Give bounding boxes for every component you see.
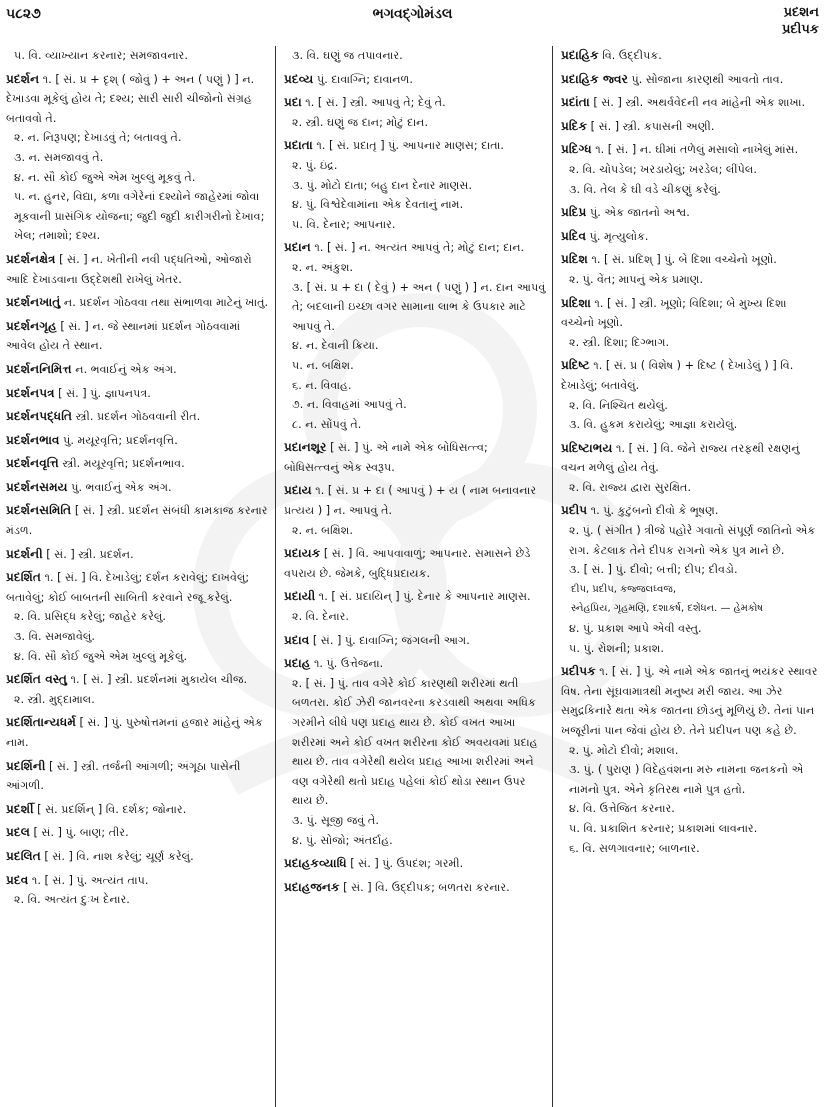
entry-definition-line [6, 847, 269, 867]
sub-sense: ૩. [ સં. પ્ર + દા ( દેવું ) + અન ( પણું ) ] ન. દાન આપવું તે; બદલાની ઇચ્છા વગર સામાના લાભ કે ઉપકાર માટે આપવું તે. [292, 280, 546, 333]
headword: પ્રદર્શનસમિતિ [6, 503, 72, 518]
sub-sense: ૨. પું. વેંત; માપનું એક પ્રમાણ. [569, 272, 704, 286]
dictionary-entry [284, 587, 546, 626]
definition-text: [ સં. ] સ્ત્રી. અથર્વવેદની નવ માંહેની એક શાખા. [593, 96, 806, 110]
dictionary-entry [6, 545, 269, 565]
headword: પ્રદાંતા [561, 95, 590, 110]
entry-definition-line [561, 356, 819, 395]
entry-definition-line [284, 438, 546, 477]
definition-text: ૧. [ સં. ] પું. અત્યંત તાપ. [31, 873, 149, 887]
sub-sense: ૪. ન. સૌ કોઈ જુએ એમ ખુલ્લું મૂકવું તે. [14, 170, 196, 184]
definition-text: ૧. [ સં. પ્રદિશ્ ] પું. બે દિશા વચ્ચેનો ખૂણો. [591, 253, 777, 267]
headword: પ્રદર્શનગૃહ [6, 318, 57, 333]
headword: પ્રદિષ્ટાભય [561, 440, 613, 455]
headword: પ્રદાતા [284, 138, 313, 153]
headword: પ્રદર્શનભાવ [6, 432, 60, 447]
sub-sense: ૪. પું. સોજો; અંતર્દાહ. [292, 833, 393, 847]
entry-definition-line [561, 662, 819, 740]
sub-sense: ૨. પું. ( સંગીત ) ત્રીજે પહોરે ગવાતો સંપૂર્ણ જાતિનો એક રાગ. કેટલાક તેને દીપક રાગનો એક પુત્ર માને છે. [569, 524, 816, 557]
dictionary-entry [6, 317, 269, 356]
dictionary-entry [6, 70, 269, 246]
headword: પ્રદલ [6, 825, 30, 840]
sub-sense: ૩. પું. મોટો દાતા; બહુ દાન દેનાર માણસ. [292, 178, 473, 192]
sub-sense: ૪. પું. પ્રકાશ આપે એવી વસ્તુ. [569, 622, 702, 636]
dictionary-entry [6, 46, 269, 66]
entry-definition-line [6, 871, 269, 891]
headword: પ્રદર્શિત [6, 570, 41, 585]
definition-text: ૧. [ સં. ] સ્ત્રી. આપવું તે; દેવું તે. [305, 96, 446, 110]
sub-sense: ૩. વિ. તેલ કે ઘી વડે ચીકણું કરેલું. [569, 182, 721, 196]
entry-definition-line [6, 293, 269, 313]
definition-text: [ સં. ] પું. એ નામે એક બોધિસત્ત્વ; બોધિસત્ત્વનું એક સ્વરૂપ. [284, 441, 488, 474]
dictionary-entry [561, 227, 819, 247]
headword: પ્રદવ્ય [284, 71, 314, 86]
entry-definition-line [561, 203, 819, 223]
headword: પ્રદિક [561, 118, 588, 133]
column-1 [0, 46, 276, 1107]
headword: પ્રદર્શિતાન્યધર્મ [6, 715, 76, 730]
sub-sense: ૭. ન. વિવાહમાં આપવું તે. [292, 398, 407, 412]
sub-sense: ૬. વિ. સળગાવનાર; બાળનાર. [569, 841, 700, 855]
headword: પ્રદાય [284, 483, 312, 498]
definition-text: ૧. [ સં. પ્રદાયિન્ ] પું. દેનાર કે આપનાર માણસ. [318, 590, 531, 604]
definition-text: [ સં. ] પું. બાણ; તીર. [33, 826, 129, 840]
headword: પ્રદર્શનક્ષેત્ર [6, 251, 56, 266]
dictionary-entry [284, 544, 546, 583]
entry-definition-line [6, 384, 269, 404]
dictionary-entry [6, 293, 269, 313]
definition-text: [ સં. ] સ્ત્રી. પ્રદર્શન સંબંધી કામકાજ કરનાર મંડળ. [6, 504, 268, 538]
dictionary-entry [561, 662, 819, 858]
entry-definition-line [284, 544, 546, 583]
dictionary-entry [6, 384, 269, 404]
definition-text: [ સં. પ્રદર્શિન્ ] વિ. દર્શક; જોનાર. [37, 802, 187, 816]
sub-sense: ૨. ન. નિરૂપણ; દેખાડવું તે; બતાવવું તે. [14, 131, 182, 145]
headword: પ્રદર્શનખાતું [6, 295, 61, 310]
headword: પ્રદિશા [561, 295, 591, 310]
entry-definition-line [284, 878, 546, 898]
dictionary-entry [6, 871, 269, 910]
entry-definition-line [561, 227, 819, 247]
dictionary-entry [6, 568, 269, 666]
dictionary-entry [6, 478, 269, 498]
entry-definition-line [6, 501, 269, 540]
book-title: ભગવદ્ગોમંડલ [372, 6, 453, 22]
headword: પ્રદર્શનવૃત્તિ [6, 456, 59, 471]
entry-definition-line [561, 70, 819, 90]
dictionary-entry [284, 93, 546, 132]
headword: પ્રદર્શિત વસ્તુ [6, 672, 67, 687]
sub-sense: ૫. પું. રોશની; પ્રકાશ. [569, 641, 664, 655]
definition-text: ૧. [ સં. ] ન. અત્યંત આપવું તે; મોટું દાન; દાન. [314, 241, 525, 255]
entry-definition-line [284, 481, 546, 520]
entry-definition-line [6, 800, 269, 820]
definition-text: ન. ભવાઈનું એક અંગ. [75, 362, 177, 376]
definition-text: પું. મયૂરવૃત્તિ; પ્રદર્શનવૃત્તિ. [63, 433, 178, 447]
dictionary-entry [561, 70, 819, 90]
sub-sense: ૪. ન. દેવાની ક્રિયા. [292, 339, 379, 353]
sub-sense: ૨. પું. ઇંદ્ર. [292, 158, 338, 172]
entry-definition-line [284, 238, 546, 258]
dictionary-entry [561, 501, 819, 658]
sub-sense: ૨. [ સં. ] પું. તાવ વગેરે કોઈ કારણથી શરીરમાં થતી બળતરા. કોઈ ઝેરી જાનવરના કરડવાથી અથવા અધિક ગરમીને લીધે પણ પ્રદાહ થાય છે. કોઈ વખત આખા શરીરમાં અને કોઈ વખત શરીરના કોઈ અવયવમાં પ્રદાહ થાય છે. તાવ વગેરેથી થયેલ પ્રદાહ આખા શરીરમાં અને વણ વગેરેથી થતો પ્રદાહ પહેલાં કોઈ થોડા સ્થાન ઉપર થાય છે. [292, 676, 538, 808]
sub-sense: ૫. વિ. દેનાર; આપનાર. [292, 217, 396, 231]
headword: પ્રદાન [284, 240, 311, 255]
dictionary-entry [6, 360, 269, 380]
dictionary-entry [6, 407, 269, 427]
dictionary-columns [0, 46, 825, 1107]
definition-text: [ સં. ] વિ. ઉદ્દીપક; બળતરા કરનાર. [343, 880, 510, 894]
headword: પ્રદાહિક [561, 48, 599, 62]
sub-sense: ૨. વિ. અત્યંત દુઃખ દેનાર. [14, 893, 130, 907]
entry-definition-line [6, 713, 269, 752]
headword: પ્રદિપ્ર [561, 205, 587, 220]
sub-sense: ૨. સ્ત્રી. દિશા; દિગ્ભાગ. [569, 335, 670, 349]
sub-sense: ૨. ન. અંકુશ. [292, 260, 354, 274]
definition-text: ૧. [ સં. ] વિ. દેખાડેલું; દર્શન કરાવેલું; દાખવેલું; બતાવેલું; કોઈ બાબતની સાબિતી કરવાને રજૂ કરેલું. [6, 571, 250, 604]
sub-sense: ૨. વિ. રાજ્ય દ્વારા સુરક્ષિત. [569, 480, 692, 494]
headword: પ્રદાહજનક [284, 879, 340, 894]
entry-definition-line [6, 317, 269, 356]
definition-text: ૧. [ સં. ] પું. એ નામે એક જાતનું ભયંકર સ્થાવર વિષ. તેના સૂંઘવામાત્રથી મનુષ્ય મરી જાય. આ ઝેર સમુદ્રકિનારે થતા એક જાતના છોડનું મૂળિયું છે. તેનાં પાન ખજૂરીનાં પાન જેવાં હોય છે. તેને પ્રદીપન પણ કહે છે. [561, 665, 818, 737]
dictionary-entry [284, 854, 546, 874]
sub-sense: ૩. [ સં. ] પું. દીવો; બત્તી; દીપ; દીવડો. [569, 563, 738, 577]
column-3 [553, 46, 825, 1107]
dictionary-entry [284, 631, 546, 651]
sub-sense: ૪. વિ. ઉત્તેજિત કરનાર. [569, 802, 675, 816]
definition-text: [ સં. ] પું. પુરુષોત્તમનાં હજાર માંહેનું એક નામ. [6, 716, 263, 749]
headword: પ્રદર્શનસમય [6, 479, 68, 494]
headword: પ્રદાહિક જ્વર [561, 71, 628, 86]
sub-sense: ૨. સ્ત્રી. ઘણું જ દાન; મોટું દાન. [292, 115, 429, 129]
headword: પ્રદલિત [6, 848, 41, 863]
entry-definition-line [6, 670, 269, 690]
headword: પ્રદા [284, 95, 302, 110]
sub-sense: ૩. વિ. સમજાવેલું. [14, 630, 95, 644]
sub-sense: ૪. વિ. સૌ કોઈ જુએ એમ ખુલ્લું મૂકેલું. [14, 649, 188, 663]
column-2 [276, 46, 553, 1107]
entry-definition-line [561, 501, 819, 521]
headword: પ્રદર્શનપત્ર [6, 385, 55, 400]
headword: પ્રદાયી [284, 589, 316, 604]
headword: પ્રદિવ [561, 228, 587, 243]
entry-definition-line [6, 454, 269, 474]
entry-definition-line [6, 823, 269, 843]
dictionary-entry [6, 757, 269, 796]
dictionary-entry [284, 438, 546, 477]
sub-sense: ૪. પું. વિશ્વેદેવામાંના એક દેવતાનું નામ. [292, 198, 464, 212]
dictionary-entry [6, 431, 269, 451]
sub-sense: ૨. વિ. પ્રસિદ્ધ કરેલું; જાહેર કરેલું. [14, 610, 166, 624]
sub-sense: ૨. ન. બક્ષિશ. [292, 523, 353, 537]
definition-text: ૧. [ સં. પ્ર ( વિશેષ ) + દિષ્ટ ( દેખાડેલું ) ] વિ. દેખાડેલું; બતાવેલું. [561, 359, 794, 392]
sub-sense: ૨. પું. મોટો દીવો; મશાલ. [569, 743, 679, 757]
headword: પ્રદાહ [284, 656, 311, 671]
entry-definition-line [6, 46, 269, 66]
dictionary-entry [561, 356, 819, 434]
entry-definition-line [284, 854, 546, 874]
sub-sense: ૨. વિ. દેનાર. [292, 610, 349, 624]
definition-text: પું. ભવાઈનું એક અંગ. [71, 480, 172, 494]
entry-definition-line [284, 631, 546, 651]
guide-words [782, 4, 819, 38]
headword: પ્રદીપક [561, 664, 596, 679]
definition-text: ૧. [ સં. ] ન. ઘીમાં તળેલું મસાલો નાખેલું માંસ. [595, 143, 799, 157]
sub-sense: ૬. ન. વિવાહ. [292, 378, 352, 392]
headword: પ્રદિષ્ટ [561, 358, 590, 373]
definition-text: ૩. વિ. ઘણું જ તપાવનાર. [292, 49, 403, 62]
dictionary-entry [561, 439, 819, 498]
headword: પ્રદાહકવ્યાધિ [284, 856, 347, 871]
definition-text: ૧. [ સં. ] વિ. જેને રાજ્ય તરફથી રક્ષણનું વચન મળેલું હોય તેવું. [561, 441, 800, 475]
entry-definition-line [6, 568, 269, 607]
entry-definition-line [6, 407, 269, 427]
dictionary-entry [6, 823, 269, 843]
quotation-line: સ્નેહપ્રિય, ગૃહમણિ, દશાકર્ષ, દશેંધન. — હેમકોષ [571, 603, 763, 615]
dictionary-entry [561, 294, 819, 353]
dictionary-entry [284, 878, 546, 898]
definition-text: [ સં. ] ન. જે સ્થાનમાં પ્રદર્શન ગોઠવવામાં આવેલ હોય તે સ્થાન. [6, 319, 241, 353]
headword: પ્રદીપ [561, 503, 588, 518]
definition-text: [ સં. ] વિ. આપવાવાળું; આપનાર. સમાસને છેડે વપરાય છે. જેમકે, બુદ્ધિપ્રદાયક. [284, 547, 531, 580]
definition-text: સ્ત્રી. મયૂરવૃત્તિ; પ્રદર્શનભાવ. [62, 457, 185, 471]
definition-text: પું. દાવાગ્નિ; દાવાનળ. [316, 72, 413, 86]
headword: પ્રદર્શિની [6, 758, 46, 773]
dictionary-entry [6, 670, 269, 709]
dictionary-entry [284, 238, 546, 434]
entry-definition-line [284, 46, 546, 66]
entry-definition-line [561, 93, 819, 113]
headword: પ્રદર્શની [6, 546, 43, 561]
entry-definition-line [561, 439, 819, 478]
entry-definition-line [6, 478, 269, 498]
entry-definition-line [561, 117, 819, 137]
dictionary-entry [561, 203, 819, 223]
entry-definition-line [284, 136, 546, 156]
headword: પ્રદર્શન [6, 71, 40, 86]
dictionary-entry [6, 250, 269, 289]
entry-definition-line [561, 46, 819, 66]
dictionary-entry [6, 800, 269, 820]
dictionary-entry [561, 117, 819, 137]
dictionary-entry [561, 46, 819, 66]
entry-definition-line [284, 70, 546, 90]
definition-text: ૫. વિ. વ્યાખ્યાન કરનાર; સમજાવનાર. [14, 49, 188, 62]
definition-text: ૧. [ સં. પ્રદાતૃ ] પું. આપનાર માણસ; દાતા. [316, 139, 504, 153]
entry-definition-line [6, 545, 269, 565]
page-header [0, 0, 825, 40]
definition-text: [ સં. ] પું. જ્ઞાપનપત્ર. [58, 386, 151, 400]
dictionary-entry [284, 70, 546, 90]
entry-definition-line [561, 294, 819, 333]
headword: પ્રદર્શનનિમિત્ત [6, 361, 72, 376]
definition-text: ૧. [ સં. ] સ્ત્રી. ખૂણો; વિદિશા; બે મુખ્ય દિશા વચ્ચેનો ખૂણો. [561, 296, 787, 330]
entry-definition-line [6, 70, 269, 129]
dictionary-entry [6, 847, 269, 867]
sub-sense: ૫. વિ. પ્રકાશિત કરનાર; પ્રકાશમાં લાવનાર. [569, 821, 758, 835]
headword: પ્રદાનશૂર [284, 440, 327, 455]
sub-sense: ૮. ન. સોંપવું તે. [292, 417, 362, 431]
definition-text: [ સં. ] ન. ખેતીની નવી પદ્ધતિઓ, ઓજારો આદિ દેખાડવાના ઉદ્દેશથી રાખેલું ખેતર. [6, 252, 252, 286]
definition-text: વિ. ઉદ્દીપક. [602, 49, 662, 62]
sub-sense: ૨. વિ. ચોપડેલ; ખરડાયેલું; ખરડેલ; લીંપેલ. [569, 162, 757, 176]
dictionary-entry [561, 140, 819, 199]
entry-definition-line [6, 431, 269, 451]
definition-text: [ સં. ] પું. દાવાગ્નિ; જંગલની આગ. [312, 633, 470, 647]
definition-text: ૧. પું. કુટુંબનો દીવો કે ભૂષણ. [590, 504, 719, 518]
sub-sense: ૩. પું. સૂજી જવું તે. [292, 813, 379, 827]
definition-text: સ્ત્રી. પ્રદર્શન ગોઠવવાની રીત. [75, 410, 201, 424]
definition-text: ૧. [ સં. ] સ્ત્રી. પ્રદર્શનમાં મુકાયેલ ચીજ. [70, 673, 248, 687]
definition-text: ૧. [ સં. પ્ર + દૃશ્ ( જોવું ) + અન ( પણું ) ] ન. દેખાડવા મૂકેલું હોય તે; દશ્ય; સારી સારી ચીજોનો સંગ્રહ બતાવવો તે. [6, 72, 255, 125]
dictionary-entry [6, 454, 269, 474]
definition-text: [ સં. ] વિ. નાશ કરેલું; ચૂર્ણ કરેલું. [44, 849, 194, 863]
page-number: ૫૮૨૭ [6, 6, 41, 22]
definition-text: પું. મૃત્યુલોક. [589, 229, 649, 243]
headword: પ્રદિગ્ધ [561, 142, 592, 157]
headword: પ્રદવ [6, 872, 29, 887]
definition-text: [ સં. ] પું. ઉપદંશ; ગરમી. [350, 857, 464, 871]
entry-definition-line [284, 587, 546, 607]
headword: પ્રદર્શનપદ્ધતિ [6, 409, 73, 424]
definition-text: ૧. [ સં. પ્ર + દા ( આપવું ) + ય ( નામ બનાવનાર પ્રત્યય ) ] ન. આપવું તે. [284, 484, 537, 518]
definition-text: ૧. પું. ઉત્તેજના. [313, 657, 384, 671]
sub-sense: ૨. વિ. નિશ્ચિત થયેલું. [569, 398, 668, 412]
sub-sense: ૩. પું. ( પુરાણ ) વિદેહવંશના મરુ નામના જનકનો એ નામનો પુત્ર. એને કૃતિરથ નામે પુત્ર હતો. [569, 763, 804, 796]
entry-definition-line [284, 93, 546, 113]
entry-definition-line [6, 757, 269, 796]
definition-text: [ સં. ] સ્ત્રી. કપાસની અણી. [590, 119, 715, 133]
sub-sense: ૫. ન. બક્ષિશ. [292, 358, 354, 372]
entry-definition-line [561, 250, 819, 270]
headword: પ્રદિશ [561, 252, 588, 267]
dictionary-entry [6, 501, 269, 540]
sub-sense: ૩. ન. સમજાવવું તે. [14, 150, 104, 164]
dictionary-entry [284, 46, 546, 66]
dictionary-entry [6, 713, 269, 752]
headword: પ્રદાવ [284, 632, 310, 647]
entry-definition-line [6, 360, 269, 380]
headword: પ્રદાયક [284, 546, 321, 561]
dictionary-entry [284, 481, 546, 540]
entry-definition-line [561, 140, 819, 160]
definition-text: [ સં. ] સ્ત્રી. પ્રદર્શન. [46, 547, 134, 561]
definition-text: ન. પ્રદર્શન ગોઠવવા તથા સંભાળવા માટેનું ખાતું. [63, 296, 269, 310]
sub-sense: ૩. વિ. હુકમ કરાયેલું; આજ્ઞા કરાયેલું. [569, 418, 738, 432]
definition-text: પું. એક જાતનો અશ્વ. [589, 206, 690, 220]
entry-definition-line [6, 250, 269, 289]
sub-sense: ૫. ન. હુનર, વિદ્યા, કળા વગેરેનાં દશ્યોને જાહેરમાં જોવા મૂકવાની પ્રાસંગિક યોજના; જુદી જુદી કારીગરીનો દેખાવ; ખેલ; તમાશો; દશ્ય. [14, 190, 265, 243]
dictionary-entry [284, 654, 546, 850]
guide-word-first: પ્રદશન [783, 5, 819, 20]
definition-text: પું. સોજાના કારણથી આવતો તાવ. [631, 72, 784, 86]
headword: પ્રદર્શી [6, 801, 34, 816]
dictionary-entry [561, 250, 819, 289]
guide-word-last: પ્રદીપક [781, 22, 819, 37]
dictionary-entry [561, 93, 819, 113]
sub-sense: ૨. સ્ત્રી. મુદ્દામાલ. [14, 692, 95, 706]
definition-text: [ સં. ] સ્ત્રી. તર્જની આંગળી; અંગૂઠા પાસેની આંગળી. [6, 759, 241, 793]
quotation-line: દીપ, પ્રદીપ, કજ્જલધ્વજ, [571, 583, 677, 595]
entry-definition-line [284, 654, 546, 674]
dictionary-entry [284, 136, 546, 234]
